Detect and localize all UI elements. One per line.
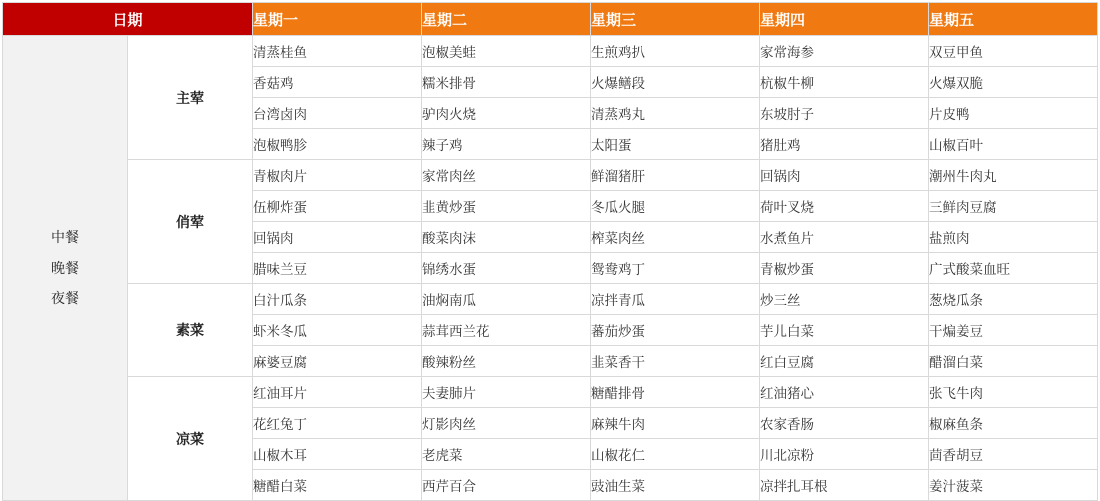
- dish-cell: 灯影肉丝: [422, 408, 591, 439]
- category-cold-dish: 凉菜: [128, 377, 253, 501]
- dish-cell: 醋溜白菜: [929, 346, 1098, 377]
- meal-nightmeal-label: 夜餐: [51, 290, 79, 307]
- dish-cell: 凉拌扎耳根: [760, 470, 929, 501]
- dish-cell: 山椒花仁: [591, 439, 760, 470]
- category-main-meat: 主荤: [128, 36, 253, 160]
- dish-cell: 三鲜肉豆腐: [929, 191, 1098, 222]
- dish-cell: 葱烧瓜条: [929, 284, 1098, 315]
- dish-cell: 盐煎肉: [929, 222, 1098, 253]
- dish-cell: 东坡肘子: [760, 98, 929, 129]
- dish-cell: 红油耳片: [253, 377, 422, 408]
- dish-cell: 广式酸菜血旺: [929, 253, 1098, 284]
- dish-cell: 猪肚鸡: [760, 129, 929, 160]
- dish-cell: 辣子鸡: [422, 129, 591, 160]
- dish-cell: 回锅肉: [760, 160, 929, 191]
- dish-cell: 夫妻肺片: [422, 377, 591, 408]
- dish-cell: 虾米冬瓜: [253, 315, 422, 346]
- category-light-meat: 俏荤: [128, 160, 253, 284]
- table-row: [3, 377, 1098, 408]
- dish-cell: 蕃茄炒蛋: [591, 315, 760, 346]
- table-body: [3, 36, 1098, 501]
- dish-cell: 农家香肠: [760, 408, 929, 439]
- header-day-tuesday: 星期二: [422, 3, 591, 36]
- dish-cell: 糖醋排骨: [591, 377, 760, 408]
- dish-cell: 清蒸鸡丸: [591, 98, 760, 129]
- dish-cell: 台湾卤肉: [253, 98, 422, 129]
- dish-cell: 香菇鸡: [253, 67, 422, 98]
- header-day-friday: 星期五: [929, 3, 1098, 36]
- meal-period-cell: [3, 36, 128, 501]
- dish-cell: 山椒百叶: [929, 129, 1098, 160]
- dish-cell: 青椒肉片: [253, 160, 422, 191]
- dish-cell: 老虎菜: [422, 439, 591, 470]
- dish-cell: 锦绣水蛋: [422, 253, 591, 284]
- meal-dinner-label: 晚餐: [51, 259, 79, 276]
- table-row: [3, 160, 1098, 191]
- dish-cell: 韭黄炒蛋: [422, 191, 591, 222]
- dish-cell: 杭椒牛柳: [760, 67, 929, 98]
- dish-cell: 麻辣牛肉: [591, 408, 760, 439]
- dish-cell: 韭菜香干: [591, 346, 760, 377]
- table-header-row: [3, 3, 1098, 36]
- weekly-menu-table: [2, 2, 1098, 501]
- dish-cell: 茴香胡豆: [929, 439, 1098, 470]
- dish-cell: 油焖南瓜: [422, 284, 591, 315]
- dish-cell: 双豆甲鱼: [929, 36, 1098, 67]
- dish-cell: 青椒炒蛋: [760, 253, 929, 284]
- header-day-wednesday: 星期三: [591, 3, 760, 36]
- dish-cell: 凉拌青瓜: [591, 284, 760, 315]
- dish-cell: 片皮鸭: [929, 98, 1098, 129]
- dish-cell: 西芹百合: [422, 470, 591, 501]
- dish-cell: 驴肉火烧: [422, 98, 591, 129]
- dish-cell: 腊味兰豆: [253, 253, 422, 284]
- header-day-monday: 星期一: [253, 3, 422, 36]
- dish-cell: 芋儿白菜: [760, 315, 929, 346]
- dish-cell: 泡椒美蛙: [422, 36, 591, 67]
- dish-cell: 回锅肉: [253, 222, 422, 253]
- dish-cell: 泡椒鸭胗: [253, 129, 422, 160]
- dish-cell: 糯米排骨: [422, 67, 591, 98]
- dish-cell: 干煸姜豆: [929, 315, 1098, 346]
- header-date-cell: 日期: [3, 3, 253, 36]
- dish-cell: 火爆双脆: [929, 67, 1098, 98]
- dish-cell: 酸辣粉丝: [422, 346, 591, 377]
- dish-cell: 川北凉粉: [760, 439, 929, 470]
- dish-cell: 荷叶叉烧: [760, 191, 929, 222]
- dish-cell: 鸳鸯鸡丁: [591, 253, 760, 284]
- dish-cell: 冬瓜火腿: [591, 191, 760, 222]
- dish-cell: 水煮鱼片: [760, 222, 929, 253]
- dish-cell: 潮州牛肉丸: [929, 160, 1098, 191]
- table-row: [3, 284, 1098, 315]
- table-row: [3, 36, 1098, 67]
- dish-cell: 红油猪心: [760, 377, 929, 408]
- category-vegetable: 素菜: [128, 284, 253, 377]
- dish-cell: 火爆鳝段: [591, 67, 760, 98]
- dish-cell: 鲜溜猪肝: [591, 160, 760, 191]
- dish-cell: 白汁瓜条: [253, 284, 422, 315]
- dish-cell: 家常海参: [760, 36, 929, 67]
- header-day-thursday: 星期四: [760, 3, 929, 36]
- dish-cell: 伍柳炸蛋: [253, 191, 422, 222]
- meal-lunch-label: 中餐: [51, 228, 79, 245]
- dish-cell: 家常肉丝: [422, 160, 591, 191]
- dish-cell: 生煎鸡扒: [591, 36, 760, 67]
- dish-cell: 清蒸桂鱼: [253, 36, 422, 67]
- dish-cell: 酸菜肉沫: [422, 222, 591, 253]
- dish-cell: 山椒木耳: [253, 439, 422, 470]
- dish-cell: 太阳蛋: [591, 129, 760, 160]
- dish-cell: 花红兔丁: [253, 408, 422, 439]
- dish-cell: 炒三丝: [760, 284, 929, 315]
- dish-cell: 豉油生菜: [591, 470, 760, 501]
- dish-cell: 蒜茸西兰花: [422, 315, 591, 346]
- dish-cell: 椒麻鱼条: [929, 408, 1098, 439]
- dish-cell: 麻婆豆腐: [253, 346, 422, 377]
- dish-cell: 张飞牛肉: [929, 377, 1098, 408]
- dish-cell: 红白豆腐: [760, 346, 929, 377]
- dish-cell: 姜汁菠菜: [929, 470, 1098, 501]
- dish-cell: 榨菜肉丝: [591, 222, 760, 253]
- dish-cell: 糖醋白菜: [253, 470, 422, 501]
